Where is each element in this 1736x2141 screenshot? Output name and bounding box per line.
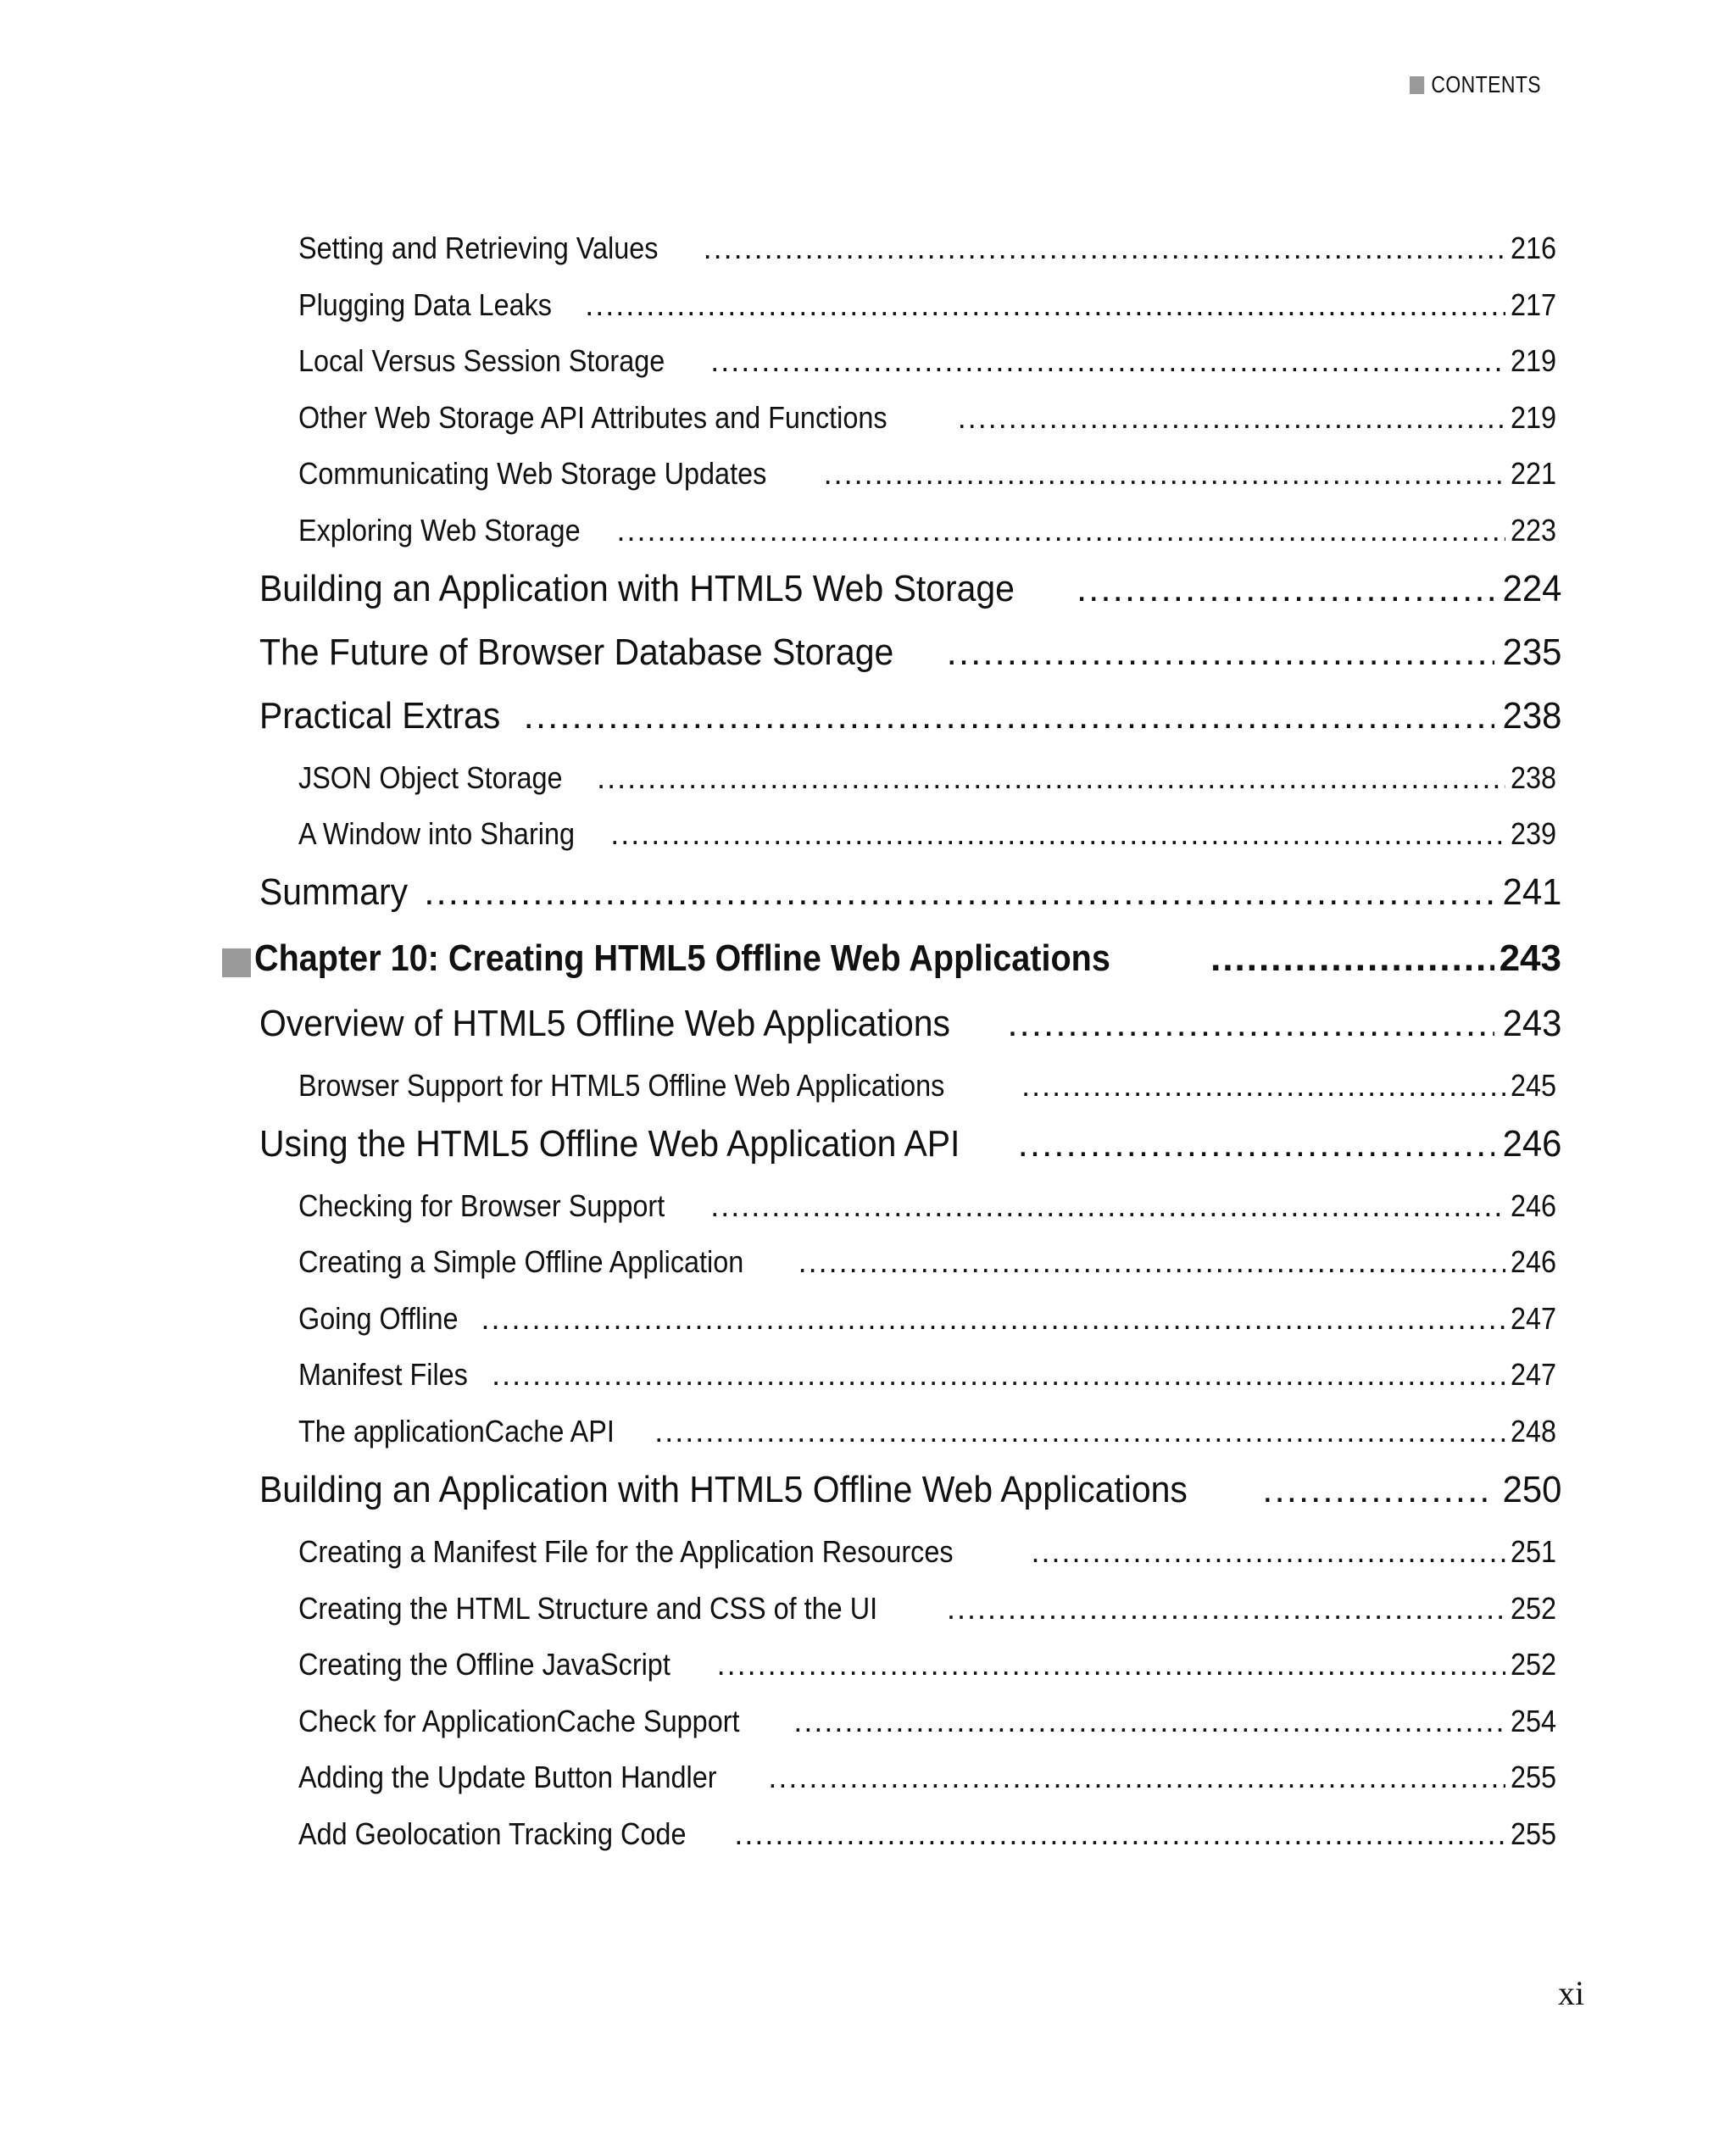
toc-entry-page: 238 bbox=[1510, 760, 1556, 795]
toc-entry-label: Summary bbox=[259, 871, 409, 913]
toc-entry-page: 238 bbox=[1502, 695, 1561, 737]
toc-entry[interactable] bbox=[298, 1301, 1561, 1340]
dot-leader bbox=[1031, 1534, 1505, 1570]
toc-entry[interactable] bbox=[298, 1816, 1561, 1855]
dot-leader bbox=[710, 1188, 1505, 1224]
toc-entry-page: 223 bbox=[1510, 513, 1556, 548]
dot-leader bbox=[1021, 1068, 1505, 1104]
toc-entry-label: Adding the Update Button Handler bbox=[298, 1760, 717, 1794]
toc-entry[interactable] bbox=[298, 1068, 1561, 1107]
toc-entry-page: 246 bbox=[1502, 1123, 1561, 1165]
toc-entry[interactable] bbox=[298, 1534, 1561, 1573]
dot-leader bbox=[597, 760, 1505, 796]
dot-leader bbox=[1077, 568, 1494, 610]
dot-leader bbox=[481, 1301, 1505, 1337]
toc-entry-page: 246 bbox=[1510, 1188, 1556, 1223]
toc-entry-page: 254 bbox=[1510, 1704, 1556, 1738]
dot-leader bbox=[424, 871, 1494, 914]
dot-leader bbox=[824, 456, 1505, 492]
toc-entry-page: 252 bbox=[1510, 1591, 1556, 1626]
toc-chapter-label: Chapter 10: Creating HTML5 Offline Web Applications bbox=[254, 937, 1110, 979]
toc-entry-label: Communicating Web Storage Updates bbox=[298, 456, 767, 491]
toc-section-entry[interactable] bbox=[259, 1003, 1561, 1050]
toc-section-entry[interactable] bbox=[259, 631, 1561, 679]
toc-entry-label: Setting and Retrieving Values bbox=[298, 231, 659, 265]
toc-section-entry[interactable] bbox=[259, 1123, 1561, 1171]
toc-entry-page: 245 bbox=[1510, 1068, 1556, 1103]
toc-entry[interactable] bbox=[298, 1760, 1561, 1799]
toc-section-entry[interactable] bbox=[259, 871, 1561, 919]
toc-entry-page: 219 bbox=[1510, 400, 1556, 435]
toc-entry-label: Creating a Manifest File for the Application Resources bbox=[298, 1534, 954, 1569]
dot-leader bbox=[947, 1591, 1505, 1627]
toc-entry[interactable] bbox=[298, 1244, 1561, 1283]
toc-entry-label: Building an Application with HTML5 Offline Web Applications bbox=[259, 1469, 1188, 1510]
toc-entry[interactable] bbox=[298, 816, 1561, 855]
toc-entry-page: 250 bbox=[1502, 1469, 1561, 1510]
toc-entry[interactable] bbox=[298, 231, 1561, 270]
running-title: CONTENTS bbox=[1431, 71, 1541, 97]
toc-entry-label: Add Geolocation Tracking Code bbox=[298, 1816, 687, 1851]
toc-entry-page: 217 bbox=[1510, 287, 1556, 322]
toc-section-entry[interactable] bbox=[259, 568, 1561, 615]
toc-entry-page: 241 bbox=[1502, 871, 1561, 913]
dot-leader bbox=[710, 343, 1505, 379]
toc-entry[interactable] bbox=[298, 1357, 1561, 1396]
toc-entry[interactable] bbox=[298, 287, 1561, 326]
toc-entry-page: 252 bbox=[1510, 1647, 1556, 1682]
toc-entry[interactable] bbox=[298, 343, 1561, 382]
toc-entry-page: 255 bbox=[1510, 1816, 1556, 1851]
toc-section-entry[interactable] bbox=[259, 1469, 1561, 1516]
dot-leader bbox=[1210, 937, 1494, 980]
toc-entry-label: Going Offline bbox=[298, 1301, 459, 1336]
toc-entry-label: Browser Support for HTML5 Offline Web Applications bbox=[298, 1068, 945, 1103]
page-number: xi bbox=[1558, 1974, 1585, 2012]
toc-entry[interactable] bbox=[298, 1704, 1561, 1743]
toc-entry-page: 235 bbox=[1502, 631, 1561, 673]
toc-entry-label: The Future of Browser Database Storage bbox=[259, 631, 894, 673]
toc-entry-label: Overview of HTML5 Offline Web Applications bbox=[259, 1003, 950, 1044]
toc-entry-page: 243 bbox=[1502, 1003, 1561, 1044]
dot-leader bbox=[793, 1704, 1505, 1739]
toc-entry[interactable] bbox=[298, 1647, 1561, 1686]
toc-entry-label: Practical Extras bbox=[259, 695, 501, 737]
toc-entry[interactable] bbox=[298, 400, 1561, 439]
dot-leader bbox=[654, 1414, 1505, 1449]
dot-leader bbox=[958, 400, 1505, 436]
toc-entry[interactable] bbox=[298, 513, 1561, 552]
toc-entry-label: The applicationCache API bbox=[298, 1414, 615, 1449]
toc-entry-page: 221 bbox=[1510, 456, 1556, 491]
toc-entry-label: Local Versus Session Storage bbox=[298, 343, 665, 378]
toc-entry-label: Creating the Offline JavaScript bbox=[298, 1647, 670, 1682]
toc-entry-label: Checking for Browser Support bbox=[298, 1188, 665, 1223]
toc-section-entry[interactable] bbox=[259, 695, 1561, 742]
toc-entry[interactable] bbox=[298, 1414, 1561, 1453]
dot-leader bbox=[704, 231, 1505, 266]
dot-leader bbox=[617, 513, 1505, 548]
toc-entry-label: Creating the HTML Structure and CSS of the UI bbox=[298, 1591, 878, 1626]
toc-entry-page: 239 bbox=[1510, 816, 1556, 851]
dot-leader bbox=[610, 816, 1505, 852]
toc-entry-page: 255 bbox=[1510, 1760, 1556, 1794]
toc-entry-page: 251 bbox=[1510, 1534, 1556, 1569]
toc-entry-label: Plugging Data Leaks bbox=[298, 287, 553, 322]
toc-entry-label: Manifest Files bbox=[298, 1357, 468, 1392]
toc-entry[interactable] bbox=[298, 1188, 1561, 1227]
toc-entry-page: 246 bbox=[1510, 1244, 1556, 1279]
toc-entry-label: Building an Application with HTML5 Web Storage bbox=[259, 568, 1015, 609]
toc-entry-page: 247 bbox=[1510, 1301, 1556, 1336]
dot-leader bbox=[585, 287, 1505, 323]
toc-entry-label: Creating a Simple Offline Application bbox=[298, 1244, 744, 1279]
toc-entry-label: JSON Object Storage bbox=[298, 760, 563, 795]
toc-entry-label: A Window into Sharing bbox=[298, 816, 575, 851]
dot-leader bbox=[798, 1244, 1505, 1280]
toc-entry-label: Exploring Web Storage bbox=[298, 513, 581, 548]
dot-leader bbox=[768, 1760, 1505, 1795]
toc-entry-page: 219 bbox=[1510, 343, 1556, 378]
toc-entry[interactable] bbox=[298, 456, 1561, 495]
chapter-square-marker bbox=[222, 948, 251, 977]
dot-leader bbox=[717, 1647, 1505, 1682]
toc-entry-page: 248 bbox=[1510, 1414, 1556, 1449]
dot-leader bbox=[492, 1357, 1505, 1393]
dot-leader bbox=[1018, 1123, 1494, 1165]
dot-leader bbox=[1262, 1469, 1494, 1511]
dot-leader bbox=[524, 695, 1494, 737]
dot-leader bbox=[1007, 1003, 1494, 1045]
toc-entry[interactable] bbox=[298, 760, 1561, 799]
dot-leader bbox=[734, 1816, 1505, 1852]
dot-leader bbox=[947, 631, 1494, 674]
toc-entry-page: 224 bbox=[1502, 568, 1561, 609]
toc-entry-page: 247 bbox=[1510, 1357, 1556, 1392]
toc-chapter-page: 243 bbox=[1499, 937, 1561, 979]
toc-entry-page: 216 bbox=[1510, 231, 1556, 265]
toc-entry[interactable] bbox=[298, 1591, 1561, 1630]
toc-entry-label: Other Web Storage API Attributes and Functions bbox=[298, 400, 887, 435]
toc-entry-label: Using the HTML5 Offline Web Application API bbox=[259, 1123, 960, 1165]
toc-chapter-entry[interactable] bbox=[222, 937, 1561, 988]
toc-entry-label: Check for ApplicationCache Support bbox=[298, 1704, 740, 1738]
